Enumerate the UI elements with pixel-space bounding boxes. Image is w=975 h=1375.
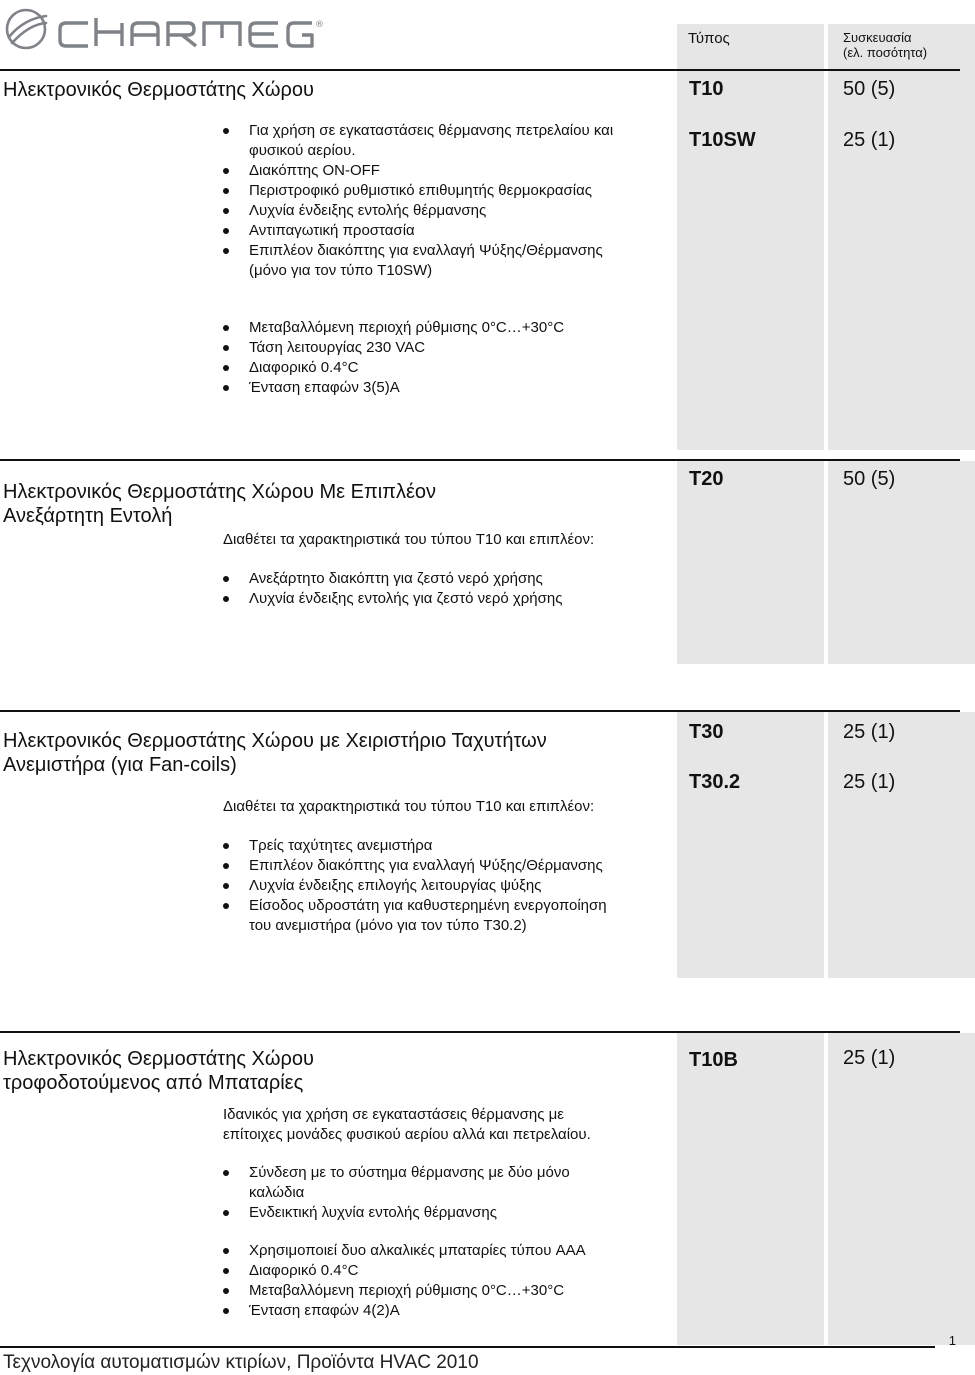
spec-list [222,318,564,398]
type-header: Τύπος [688,30,730,47]
product-title: Ηλεκτρονικός Θερμοστάτης Χώρου Με Επιπλέον Ανεξάρτητη Εντολή [3,481,437,527]
feature-item: Αντιπαγωτική προστασία [222,221,613,241]
feature-item: Είσοδος υδροστάτη για καθυστερημένη ενεργοποίηση του ανεμιστήρα (μόνο για τον τύπο T30.2) [222,896,607,936]
spec-list [222,1241,586,1321]
product-intro: Ιδανικός για χρήση σε εγκαταστάσεις θέρμανσης με επίτοιχες μονάδες φυσικού αερίου αλλά και πετρελαίου. [223,1106,591,1143]
feature-item: Σύνδεση με το σύστημα θέρμανσης με δύο μόνο καλώδια [222,1163,570,1203]
package-quantity: 25 (1) [843,771,896,793]
footer-text: Τεχνολογία αυτοματισμών κτιρίων, Προϊόντα HVAC 2010 [3,1352,479,1373]
packaging-column-bg [828,461,975,664]
feature-item: Ανεξάρτητο διακόπτη για ζεστό νερό χρήσης [222,569,562,589]
feature-list [222,836,607,936]
feature-list [222,121,613,281]
type-column-bg [677,712,824,978]
feature-item: Τρείς ταχύτητες ανεμιστήρα [222,836,607,856]
package-quantity: 25 (1) [843,129,896,151]
section-rule [0,1031,960,1033]
spec-item: Τάση λειτουργίας 230 VAC [222,338,564,358]
package-quantity: 50 (5) [843,78,896,100]
package-quantity: 25 (1) [843,1047,896,1069]
model-code: T30.2 [689,771,741,793]
product-intro: Διαθέτει τα χαρακτηριστικά του τύπου T10 και επιπλέον: [223,798,595,815]
product-intro: Διαθέτει τα χαρακτηριστικά του τύπου T10 και επιπλέον: [223,531,595,548]
spec-item: Ένταση επαφών 4(2)A [222,1301,586,1321]
feature-list [222,1163,570,1223]
type-column-bg [677,1033,824,1345]
spec-item: Διαφορικό 0.4°C [222,358,564,378]
feature-list [222,569,562,609]
section-rule [0,710,960,712]
feature-item: Λυχνία ένδειξης επιλογής λειτουργίας ψύξης [222,876,607,896]
header-rule [0,69,960,71]
spec-item: Ένταση επαφών 3(5)A [222,378,564,398]
spec-item: Μεταβαλλόμενη περιοχή ρύθμισης 0°C…+30°C [222,318,564,338]
model-code: T10 [689,78,724,100]
package-quantity: 25 (1) [843,721,896,743]
product-title: Ηλεκτρονικός Θερμοστάτης Χώρου τροφοδοτούμενος από Μπαταρίες [3,1048,314,1094]
product-title: Ηλεκτρονικός Θερμοστάτης Χώρου [3,79,314,101]
packaging-column-bg [828,1033,975,1345]
spec-item: Χρησιμοποιεί δυο αλκαλικές μπαταρίες τύπου AAA [222,1241,586,1261]
feature-item: Περιστροφικό ρυθμιστικό επιθυμητής θερμοκρασίας [222,181,613,201]
feature-item: Επιπλέον διακόπτης για εναλλαγή Ψύξης/Θέρμανσης [222,856,607,876]
footer-rule [0,1346,935,1348]
section-rule [0,459,960,461]
product-title: Ηλεκτρονικός Θερμοστάτης Χώρου με Χειριστήριο Ταχυτήτων Ανεμιστήρα (για Fan-coils) [3,730,547,776]
model-code: T10B [689,1049,738,1071]
packaging-column-bg [828,712,975,978]
spec-item: Μεταβαλλόμενη περιοχή ρύθμισης 0°C…+30°C [222,1281,586,1301]
feature-item: Για χρήση σε εγκαταστάσεις θέρμανσης πετρελαίου και φυσικού αερίου. [222,121,613,161]
page-number: 1 [948,1333,956,1348]
feature-item: Επιπλέον διακόπτης για εναλλαγή Ψύξης/Θέρμανσης (μόνο για τον τύπο T10SW) [222,241,613,281]
feature-item: Ενδεικτική λυχνία εντολής θέρμανσης [222,1203,570,1223]
type-column-bg [677,461,824,664]
feature-item: Λυχνία ένδειξης εντολής για ζεστό νερό χρήσης [222,589,562,609]
charmeg-logo [2,4,322,54]
model-code: T20 [689,468,724,490]
package-quantity: 50 (5) [843,468,896,490]
feature-item: Διακόπτης ON-OFF [222,161,613,181]
model-code: T30 [689,721,724,743]
feature-item: Λυχνία ένδειξης εντολής θέρμανσης [222,201,613,221]
spec-item: Διαφορικό 0.4°C [222,1261,586,1281]
model-code: T10SW [689,129,756,151]
registered-mark: ® [315,20,324,30]
packaging-header: Συσκευασία (ελ. ποσότητα) [843,30,928,60]
